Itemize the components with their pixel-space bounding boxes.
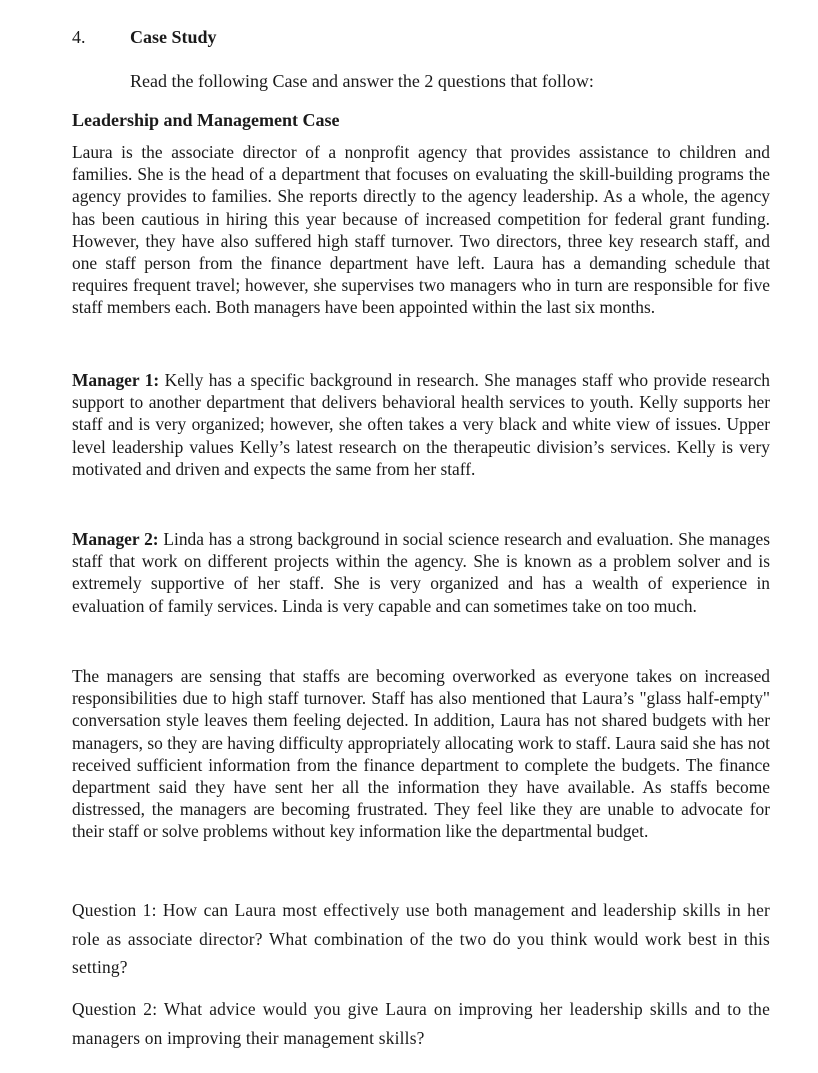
manager2-paragraph bbox=[72, 528, 770, 617]
question-1: Question 1: How can Laura most effectively use both management and leadership skills in her role as associate director? What combination of the two do you think would work best in this setting? bbox=[72, 900, 770, 977]
question-2: Question 2: What advice would you give Laura on improving her leadership skills and to the managers on improving their management skills? bbox=[72, 999, 770, 1048]
intro-paragraph: Laura is the associate director of a nonprofit agency that provides assistance to children and families. She is the head of a department that focuses on evaluating the skill-building programs the agency provides to families. She reports directly to the agency leadership. As a whole, the agency has been cautious in hiring this year because of increased competition for federal grant funding. However, they have also suffered high staff turnover. Two directors, three key research staff, and one staff person from the finance department have left. Laura has a demanding schedule that requires frequent travel; however, she supervises two managers who in turn are responsible for five staff members each. Both managers have been appointed within the last six months. bbox=[72, 142, 770, 318]
section-header bbox=[72, 26, 217, 48]
manager2-label: Manager 2: bbox=[72, 529, 159, 549]
instruction-text: Read the following Case and answer the 2 questions that follow: bbox=[130, 71, 594, 91]
section-title: Case Study bbox=[130, 27, 217, 47]
manager1-paragraph bbox=[72, 369, 770, 480]
situation-paragraph: The managers are sensing that staffs are becoming overworked as everyone takes on increased responsibilities due to high staff turnover. Staff has also mentioned that Laura’s "glass half-empty" conversation style leaves them feeling dejected. In addition, Laura has not shared budgets with her managers, so they are having difficulty appropriately allocating work to staff. Laura said she has not received sufficient information from the finance department to complete the budgets. The finance department said they have sent her all the information they have available. As staffs become distressed, the managers are becoming frustrated. They feel like they are unable to advocate for their staff or solve problems without key information like the departmental budget. bbox=[72, 666, 770, 842]
manager2-text: Linda has a strong background in social science research and evaluation. She manages staff that work on different projects within the agency. She is known as a problem solver and is extremely supportive of her staff. She is very organized and has a wealth of experience in evaluation of family services. Linda is very capable and can sometimes take on too much. bbox=[72, 529, 770, 616]
case-heading: Leadership and Management Case bbox=[72, 110, 340, 130]
section-number: 4. bbox=[72, 27, 86, 47]
manager1-text: Kelly has a specific background in research. She manages staff who provide research support to another department that delivers behavioral health services to youth. Kelly supports her staff and is very organized; however, she often takes a very black and white view of issues. Upper level leadership values Kelly’s latest research on the therapeutic division’s services. Kelly is very motivated and driven and expects the same from her staff. bbox=[72, 370, 770, 479]
manager1-label: Manager 1: bbox=[72, 370, 160, 390]
